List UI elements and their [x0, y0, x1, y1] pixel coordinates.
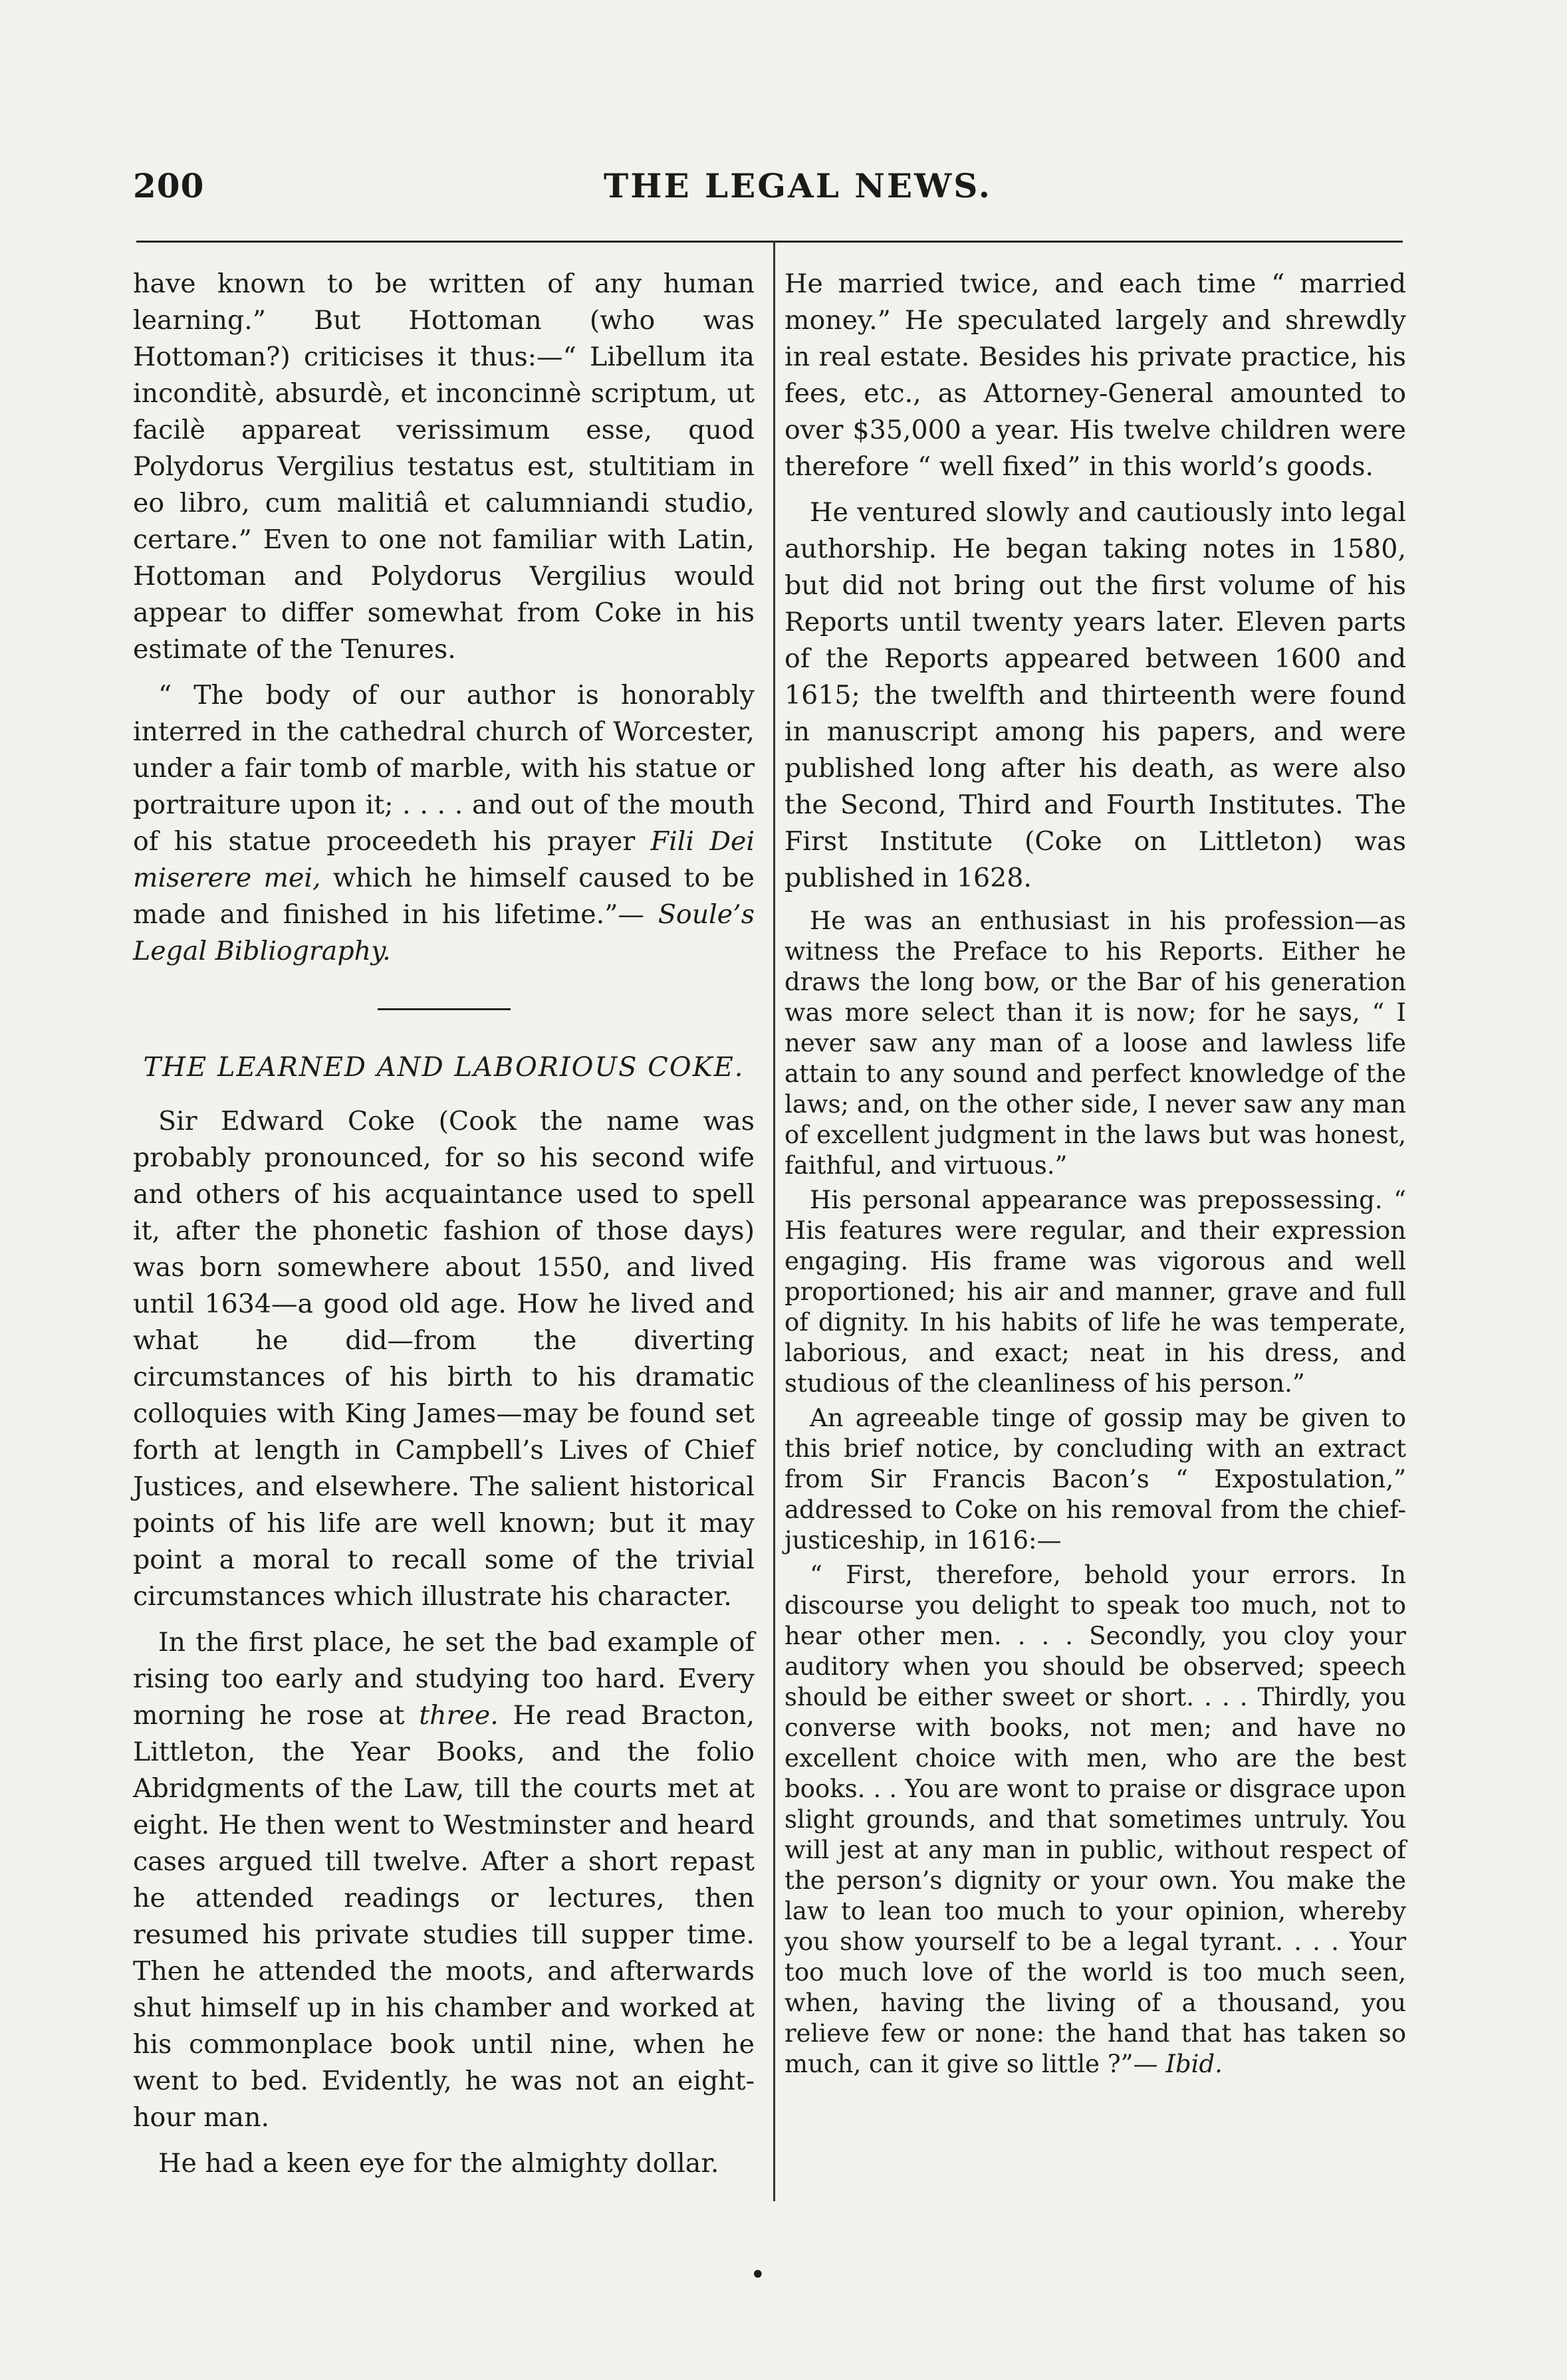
footer-mark: • — [750, 2260, 766, 2290]
page-header — [133, 166, 1409, 219]
paragraph-text: “ The body of our author is honorably interred in the cathedral church of Worcester, under a fair tomb of marble, with his statue or portraiture upon it; . . . . and out of the mouth of his statue proceedeth his prayer — [133, 680, 755, 857]
paragraph: His personal appearance was prepossessing. “ His features were regular, and their expression engaging. His frame was vigorous and well proportioned; his air and manner, grave and full of dignity. In his habits of life he was temperate, laborious, and exact; neat in his dress, and studious of the cleanliness of his person.” — [784, 1186, 1406, 1398]
paragraph — [133, 1624, 755, 2136]
paragraph: An agreeable tinge of gossip may be given to this brief notice, by concluding with an extract from Sir Francis Bacon’s “ Expostulation,” addressed to Coke on his removal from the chief-justiceship, in 1616:— — [784, 1404, 1406, 1555]
emphasis: three. — [419, 1700, 499, 1731]
article-title: THE LEARNED AND LABORIOUS COKE. — [143, 1052, 745, 1083]
paragraph: He married twice, and each time “ married money.” He speculated largely and shrewdly in real estate. Besides his private practice, his fees, etc., as Attorney-General amounted to over $35,000 a year. His twelve children were therefore “ well fixed” in this world’s goods. — [784, 269, 1406, 482]
right-column — [784, 266, 1406, 2084]
quotation: “ First, therefore, behold your errors. In discourse you delight to speak too much, not to hear other men. . . . Secondly, you cloy your auditory when you should be observed; speech should be either sweet or short. . . . Thirdly, you converse with books, not men; and have no excellent choice with men, who are the best books. . . You are wont to praise or disgrace upon slight grounds, and that sometimes untruly. You will jest at any man in public, without respect of the person’s dignity or your own. You make the law to lean too much to your opinion, whereby you show yourself to be a legal tyrant. . . . Your too much love of the world is too much seen, when, having the living of a thousand, you relieve few or none: the hand that has taken so much, can it give so little ?”— — [784, 1561, 1406, 2078]
latin-prayer: Fili Dei miserere mei, — [133, 826, 755, 893]
source-citation: Soule’s Legal Bibliography. — [133, 899, 755, 966]
header-rule — [136, 241, 1403, 243]
source-citation: Ibid. — [1165, 2050, 1223, 2078]
left-column — [133, 266, 755, 2191]
section-divider — [378, 1008, 511, 1010]
paragraph — [784, 1560, 1406, 2080]
paragraph-text: which he himself caused to be made and finished in his lifetime.”— — [133, 863, 755, 930]
page-number: 200 — [133, 166, 205, 205]
small-type-block — [784, 906, 1406, 2080]
running-title: THE LEGAL NEWS. — [604, 166, 992, 205]
paragraph-text: In the first place, he set the bad example of rising too early and studying too hard. Every morning he rose at — [133, 1627, 755, 1731]
paragraph — [133, 677, 755, 970]
paragraph: have known to be written of any human learning.” But Hottoman (who was Hottoman?) criticises it thus:—“ Libellum ita inconditè, absurdè, et inconcinnè scriptum, ut facilè appareat verissimum esse, quod Polydorus Vergilius testatus est, stultitiam in eo libro, cum malitiâ et calumniandi studio, certare.” Even to one not familiar with Latin, Hottoman and Polydorus Vergilius would appear to differ somewhat from Coke in his estimate of the Tenures. — [133, 269, 755, 665]
paragraph: Sir Edward Coke (Cook the name was probably pronounced, for so his second wife and others of his acquaintance used to spell it, after the phonetic fashion of those days) was born somewhere about 1550, and lived until 1634—a good old age. How he lived and what he did—from the diverting circumstances of his birth to his dramatic colloquies with King James—may be found set forth at length in Campbell’s Lives of Chief Justices, and elsewhere. The salient historical points of his life are well known; but it may point a moral to recall some of the trivial circumstances which illustrate his character. — [133, 1106, 755, 1612]
paragraph-text: He read Bracton, Littleton, the Year Books, and the folio Abridgments of the Law, till the courts met at eight. He then went to Westminster and heard cases argued till twelve. After a short repast he attended readings or lectures, then resumed his private studies till supper time. Then he attended the moots, and afterwards shut himself up in his chamber and worked at his commonplace book until nine, when he went to bed. Evidently, he was not an eight-hour man. — [133, 1700, 755, 2133]
paragraph: He had a keen eye for the almighty dollar. — [158, 2148, 719, 2179]
paragraph: He was an enthusiast in his profession—as witness the Preface to his Reports. Either he draws the long bow, or the Bar of his generation was more select than it is now; for he says, “ I never saw any man of a loose and lawless life attain to any sound and perfect knowledge of the laws; and, on the other side, I never saw any man of excellent judgment in the laws but was honest, faithful, and virtuous.” — [784, 907, 1406, 1180]
paragraph: He ventured slowly and cautiously into legal authorship. He began taking notes in 1580, but did not bring out the first volume of his Reports until twenty years later. Eleven parts of the Reports appeared between 1600 and 1615; the twelfth and thirteenth were found in manuscript among his papers, and were published long after his death, as were also the Second, Third and Fourth Institutes. The First Institute (Coke on Littleton) was published in 1628. — [784, 497, 1406, 893]
column-divider — [773, 241, 775, 2201]
